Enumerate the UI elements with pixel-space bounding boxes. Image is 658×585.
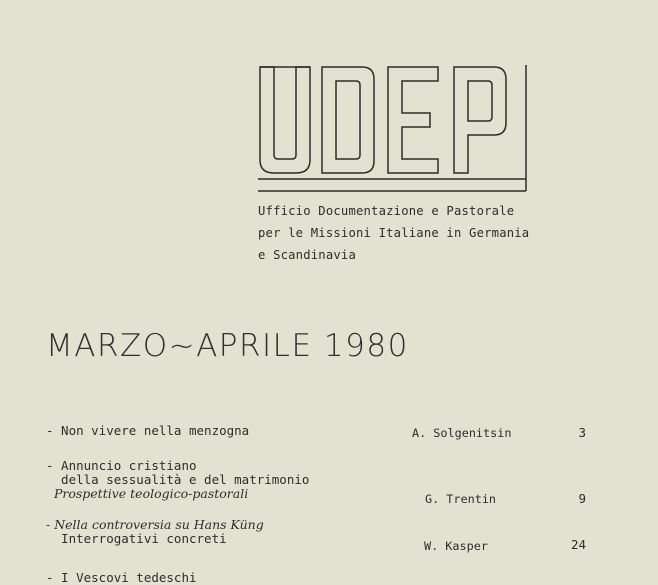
toc-entry-author: A. Solgenitsin bbox=[412, 426, 512, 440]
organization-description bbox=[258, 200, 529, 266]
organization-line: per le Missioni Italiane in Germania bbox=[258, 226, 530, 240]
toc-entry bbox=[46, 459, 309, 501]
toc-entry-subtitle: Interrogativi concreti bbox=[46, 531, 227, 546]
toc-entry bbox=[46, 424, 249, 438]
toc-entry-page: 24 bbox=[570, 537, 586, 552]
toc-entry bbox=[46, 518, 264, 546]
toc-entry-title: - Annuncio cristiano bbox=[46, 458, 197, 473]
toc-entry-title: - I Vescovi tedeschi bbox=[46, 570, 197, 585]
issue-title: MARZO~APRILE 1980 bbox=[46, 328, 409, 364]
toc-entry-title: - Non vivere nella menzogna bbox=[46, 423, 250, 438]
toc-entry-page: 9 bbox=[578, 491, 586, 506]
toc-entry bbox=[46, 571, 197, 585]
toc-entry-author: W. Kasper bbox=[424, 539, 488, 553]
toc-entry-title: della sessualità e del matrimonio bbox=[46, 472, 310, 487]
organization-line: e Scandinavia bbox=[258, 248, 356, 262]
udep-logo bbox=[258, 65, 528, 193]
toc-entry-author: G. Trentin bbox=[425, 492, 497, 506]
organization-line: Ufficio Documentazione e Pastorale bbox=[258, 204, 515, 218]
toc-entry-page: 3 bbox=[578, 425, 586, 440]
udep-logo-graphic bbox=[258, 65, 528, 193]
toc-entry-title: - Nella controversia su Hans Küng bbox=[46, 517, 264, 532]
toc-entry-subtitle: Prospettive teologico-pastorali bbox=[46, 486, 249, 501]
